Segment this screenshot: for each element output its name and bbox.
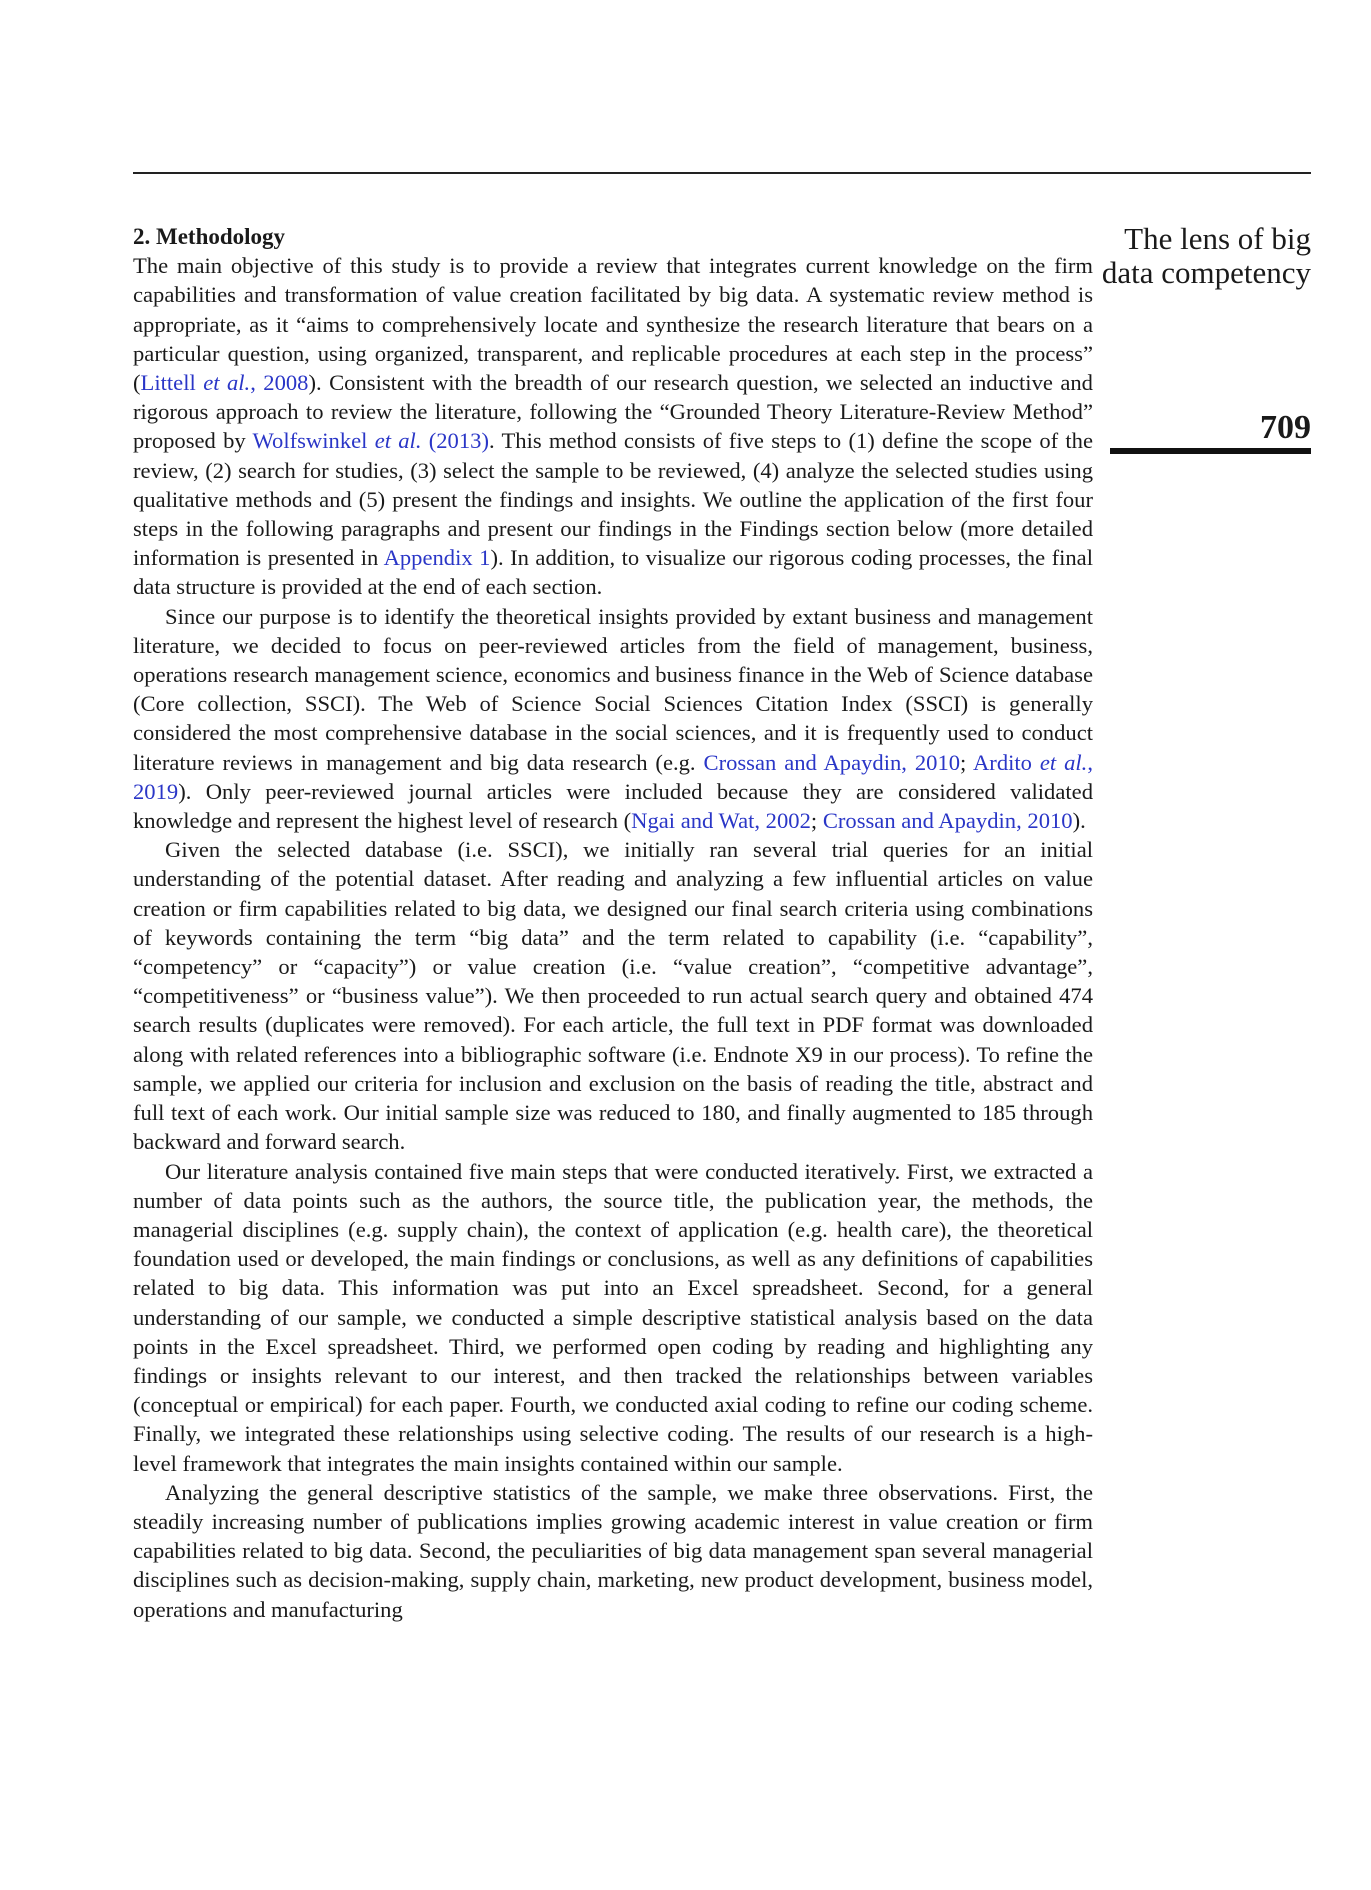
citation-link[interactable]: Crossan and Apaydin, 2010 [703,749,961,775]
citation-etal: et al. [1039,749,1088,775]
citation-etal: et al. [374,428,422,454]
citation-author: Littell [140,370,204,396]
paragraph-4: Our literature analysis contained five main steps that were conducted iteratively. First, we extracted a number of data points such as the authors, the source title, the publication year, the methods, the managerial disciplines (e.g. supply chain), the context of application (e.g. health care), the theoretical foundation used or developed, the main findings or conclusions, as well as any definitions of capabilities related to big data. This information was put into an Excel spreadsheet. Second, for a general understanding of our sample, we conducted a simple descriptive statistical analysis based on the data points in the Excel spreadsheet. Third, we performed open coding by reading and highlighting any findings or insights relevant to our interest, and then tracked the relationships between variables (conceptual or empirical) for each paper. Fourth, we conducted axial coding to refine our coding scheme. Finally, we integrated these relationships using selective coding. The results of our research is a high-level framework that integrates the main insights contained within our sample. [133,1158,1093,1476]
main-column [133,222,1093,1624]
appendix-link[interactable]: Appendix 1 [383,545,491,571]
citation-link[interactable] [141,370,309,395]
text: Since our purpose is to identify the theoretical insights provided by extant business and management literature, we decided to focus on peer-reviewed articles from the field of management, business, operations research management science, economics and business finance in the Web of Science database (Core collection, SSCI). The Web of Science Social Sciences Citation Index (SSCI) is generally considered the most comprehensive database in the social sciences, and it is frequently used to conduct literature reviews in management and big data research (e.g. [133,603,1093,775]
paragraph-2 [133,602,1093,836]
paragraph-5: Analyzing the general descriptive statistics of the sample, we make three observations. First, the steadily increasing number of publications implies growing academic interest in value creation or firm capabilities related to big data. Second, the peculiarities of big data management span several managerial disciplines such as decision-making, supply chain, marketing, new product development, business model, operations and manufacturing [133,1479,1093,1622]
text: ). Consistent with the breadth of our research question, we selected an inductive and rigorous approach to review the literature, following the “Grounded Theory Literature-Review Method” proposed by [133,370,1093,454]
text: . This method consists of five steps to (1) define the scope of the review, (2) search for studies, (3) select the sample to be reviewed, (4) analyze the selected studies using qualitative methods and (5) present the findings and insights. We outline the application of the first four steps in the following paragraphs and present our findings in the Findings section below (more detailed information is presented in [133,428,1093,571]
citation-link[interactable]: Crossan and Apaydin, 2010 [822,808,1073,834]
paragraph-1 [133,251,1093,601]
paragraph-3: Given the selected database (i.e. SSCI), we initially ran several trial queries for an initial understanding of the potential dataset. After reading and analyzing a few influential articles on value creation or firm capabilities related to big data, we designed our final search criteria using combinations of keywords containing the term “big data” and the term related to capability (i.e. “capability”, “competency” or “capacity”) or value creation (i.e. “value creation”, “competitive advantage”, “competitiveness” or “business value”). We then proceeded to run actual search query and obtained 474 search results (duplicates were removed). For each article, the full text in PDF format was downloaded along with related references into a bibliographic software (i.e. Endnote X9 in our process). To refine the sample, we applied our criteria for inclusion and exclusion on the basis of reading the title, abstract and full text of each work. Our initial sample size was reduced to 180, and finally augmented to 185 through backward and forward search. [133,837,1093,1155]
citation-etal: et al. [203,370,251,396]
text: ). Only peer-reviewed journal articles were included because they are considered validated knowledge and represent the highest level of research ( [133,778,1093,834]
text: ; [810,808,823,834]
top-rule [133,172,1311,174]
citation-year: (2013) [421,428,489,454]
text: ). In addition, to visualize our rigorous coding processes, the final data structure is provided at the end of each section. [133,545,1093,600]
citation-author: Wolfswinkel [252,428,375,454]
text: ; [960,749,973,775]
text: ). [1072,808,1086,834]
citation-year: , 2008 [250,370,309,396]
citation-link[interactable] [253,428,489,453]
page-number: 709 [1260,409,1311,446]
running-title: The lens of big data competency [1101,221,1311,290]
citation-year: , 2019 [133,749,1093,804]
page-number-rule [1110,448,1311,454]
text: The main objective of this study is to provide a review that integrates current knowledge on the firm capabilities and transformation of value creation facilitated by big data. A systematic review method is appropriate, as it “aims to comprehensively locate and synthesize the research literature that bears on a particular question, using organized, transparent, and replicable procedures at each step in the process” ( [133,253,1093,396]
citation-link[interactable]: Ngai and Wat, 2002 [631,808,811,834]
citation-author: Ardito [972,749,1040,775]
section-title: 2. Methodology [133,224,286,249]
